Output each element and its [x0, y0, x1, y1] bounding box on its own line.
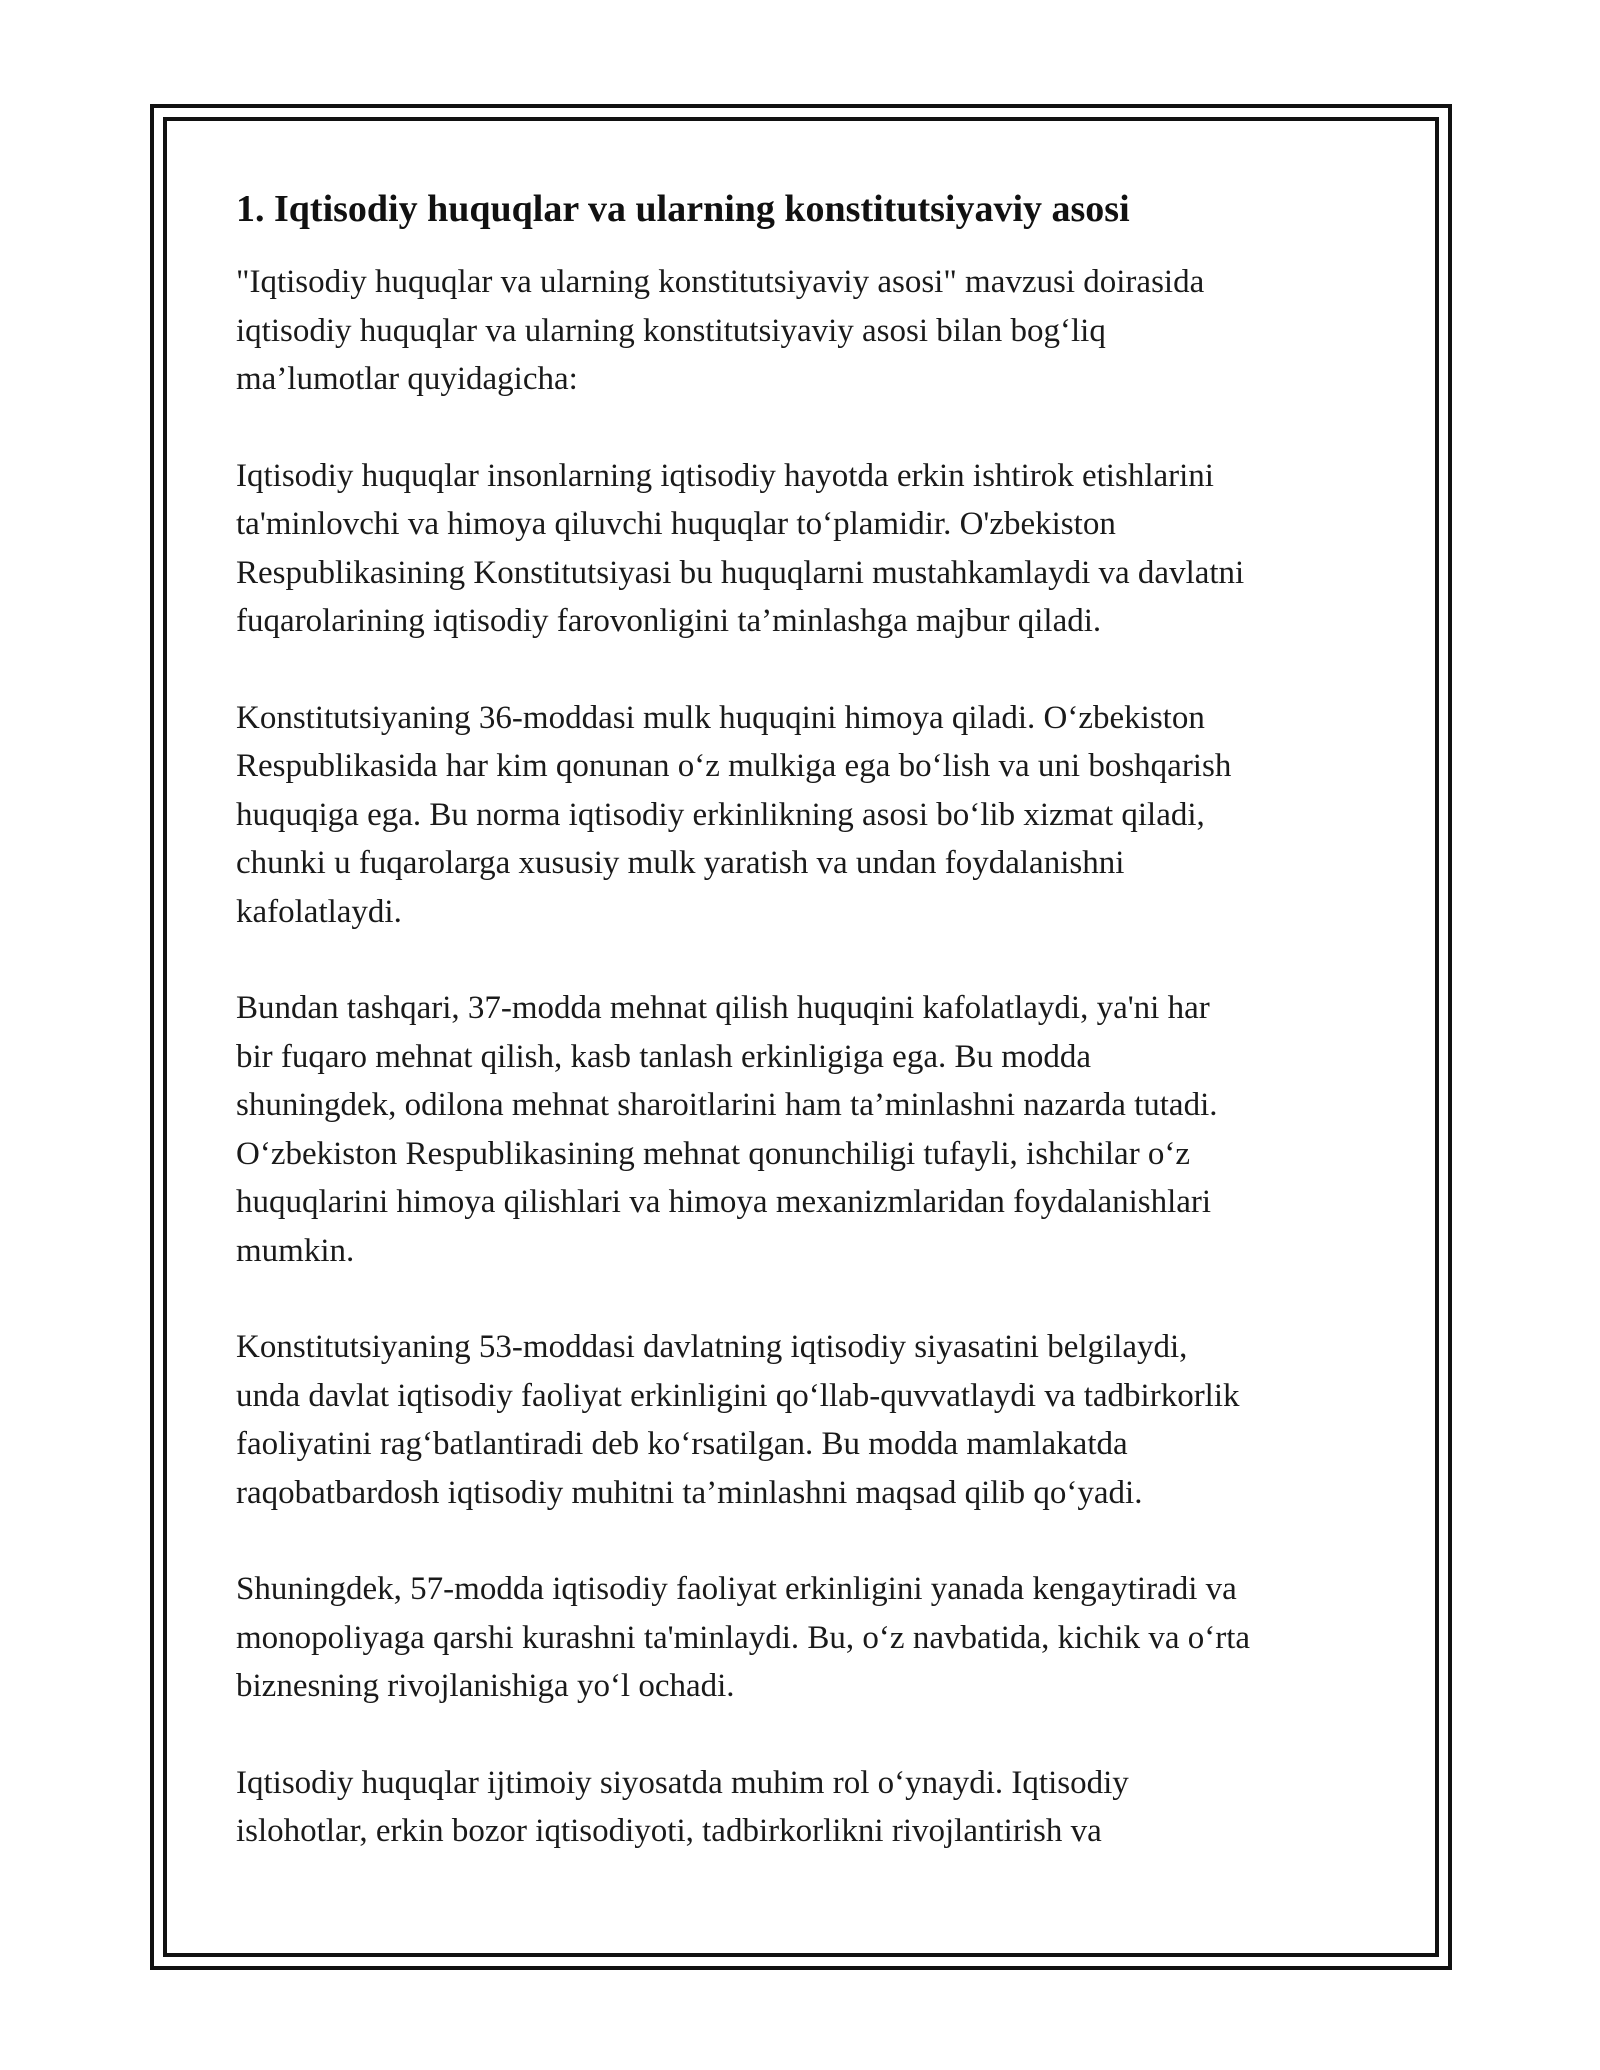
text-line: bir fuqaro mehnat qilish, kasb tanlash erkinligiga ega. Bu modda — [236, 1038, 1092, 1075]
text-line: Bundan tashqari, 37-modda mehnat qilish huquqini kafolatlaydi, ya'ni har — [236, 990, 1210, 1026]
text-line: shuningdek, odilona mehnat sharoitlarini ham ta’minlashni nazarda tutadi. — [236, 1087, 1218, 1123]
text-line: kafolatlaydi. — [236, 893, 402, 930]
text-line: ma’lumotlar quyidagicha: — [236, 361, 578, 397]
document-body — [236, 184, 1376, 1904]
text-line: O‘zbekiston Respublikasining mehnat qonunchiligi tufayli, ishchilar o‘z — [236, 1135, 1191, 1172]
paragraph-article-57 — [236, 1565, 1376, 1711]
text-line: Respublikasida har kim qonunan o‘z mulkiga ega bo‘lish va uni boshqarish — [236, 748, 1232, 784]
text-line: fuqarolarining iqtisodiy farovonligini ta’minlashga majbur qiladi. — [236, 603, 1102, 639]
text-line: Konstitutsiyaning 36-moddasi mulk huquqini himoya qiladi. O‘zbekiston — [236, 699, 1205, 736]
text-line: huquqiga ega. Bu norma iqtisodiy erkinlikning asosi bo‘lib xizmat qiladi, — [236, 796, 1205, 833]
text-line: huquqlarini himoya qilishlari va himoya mexanizmlaridan foydalanishlari — [236, 1184, 1212, 1220]
paragraph-article-37 — [236, 984, 1376, 1275]
text-line: ta'minlovchi va himoya qiluvchi huquqlar to‘plamidir. O'zbekiston — [236, 506, 1116, 542]
paragraph-intro — [236, 258, 1376, 404]
text-line: Konstitutsiyaning 53-moddasi davlatning iqtisodiy siyasatini belgilaydi, — [236, 1329, 1188, 1365]
text-line: iqtisodiy huquqlar va ularning konstitutsiyaviy asosi bilan bog‘liq — [236, 312, 1106, 349]
text-line: biznesning rivojlanishiga yo‘l ochadi. — [236, 1668, 735, 1704]
text-line: chunki u fuqarolarga xususiy mulk yaratish va undan foydalanishni — [236, 845, 1125, 881]
text-line: Shuningdek, 57-modda iqtisodiy faoliyat erkinligini yanada kengaytiradi va — [236, 1571, 1237, 1607]
text-line: faoliyatini rag‘batlantiradi deb ko‘rsatilgan. Bu modda mamlakatda — [236, 1426, 1128, 1462]
paragraph-definition — [236, 452, 1376, 646]
document-title: 1. Iqtisodiy huquqlar va ularning konstitutsiyaviy asosi — [236, 188, 1130, 230]
text-line: raqobatbardosh iqtisodiy muhitni ta’minlashni maqsad qilib qo‘yadi. — [236, 1474, 1143, 1511]
paragraph-article-53 — [236, 1323, 1376, 1517]
paragraph-article-36 — [236, 694, 1376, 937]
text-line: Iqtisodiy huquqlar insonlarning iqtisodiy hayotda erkin ishtirok etishlarini — [236, 457, 1214, 494]
text-line: Iqtisodiy huquqlar ijtimoiy siyosatda muhim rol o‘ynaydi. Iqtisodiy — [236, 1764, 1129, 1801]
text-line: mumkin. — [236, 1232, 355, 1269]
text-line: monopoliyaga qarshi kurashni ta'minlaydi. Bu, o‘z navbatida, kichik va o‘rta — [236, 1619, 1251, 1656]
text-line: Respublikasining Konstitutsiyasi bu huquqlarni mustahkamlaydi va davlatni — [236, 554, 1245, 591]
text-line: islohotlar, erkin bozor iqtisodiyoti, tadbirkorlikni rivojlantirish va — [236, 1813, 1102, 1849]
text-line: unda davlat iqtisodiy faoliyat erkinligini qo‘llab-quvvatlaydi va tadbirkorlik — [236, 1377, 1240, 1414]
text-line: "Iqtisodiy huquqlar va ularning konstitutsiyaviy asosi" mavzusi doirasida — [236, 264, 1205, 300]
paragraph-social-policy — [236, 1759, 1376, 1856]
